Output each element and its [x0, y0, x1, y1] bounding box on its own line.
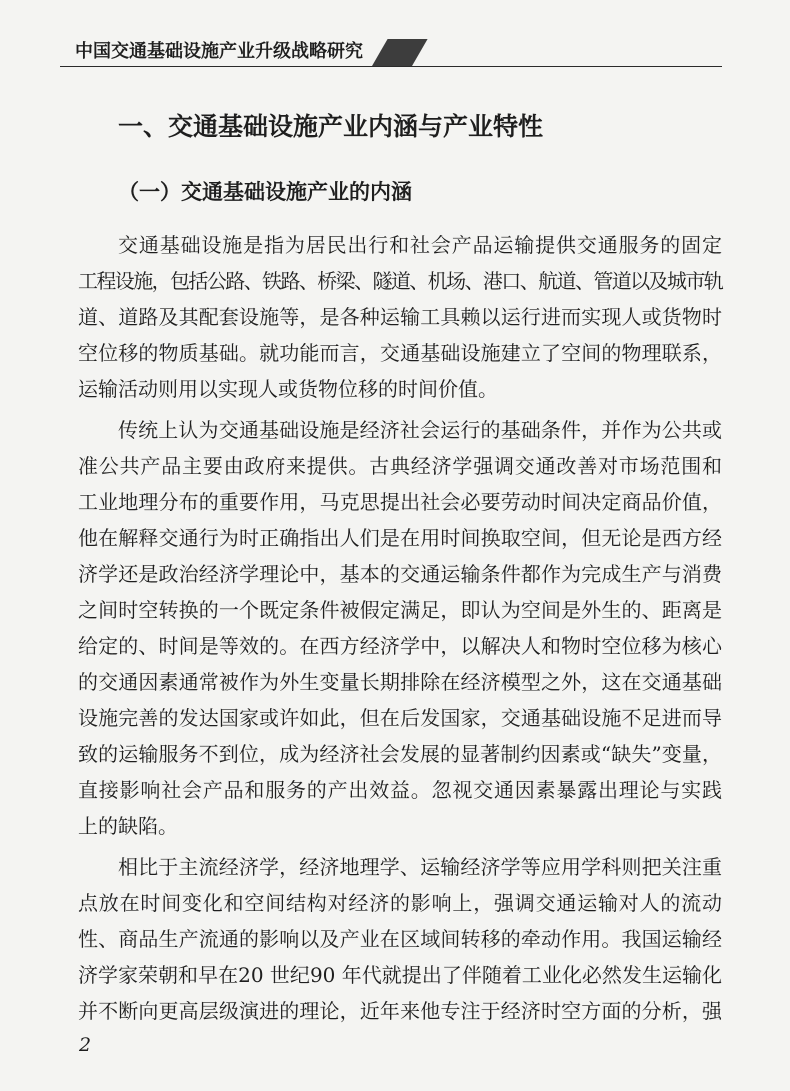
- running-header-title: 中国交通基础设施产业升级战略研究: [75, 41, 363, 62]
- paragraph-1: [78, 227, 722, 407]
- page-number: 2: [79, 1034, 92, 1056]
- text-line: 设施完善的发达国家或许如此，但在后发国家，交通基础设施不足进而导: [78, 706, 722, 730]
- text-line: 相比于主流经济学，经济地理学、运输经济学等应用学科则把关注重: [118, 855, 722, 879]
- text-line: 济学还是政治经济学理论中，基本的交通运输条件都作为完成生产与消费: [78, 562, 722, 586]
- text-line: 工业地理分布的重要作用，马克思提出社会必要劳动时间决定商品价值，: [78, 490, 722, 514]
- subsection-title: （一）交通基础设施产业的内涵: [118, 180, 412, 204]
- body-text: [78, 227, 722, 1029]
- text-line: 空位移的物质基础。就功能而言，交通基础设施建立了空间的物理联系，: [78, 341, 722, 365]
- text-line: 给定的、时间是等效的。在西方经济学中，以解决人和物时空位移为核心: [78, 634, 722, 658]
- section-title: 一、交通基础设施产业内涵与产业特性: [118, 112, 544, 141]
- text-line: 交通基础设施是指为居民出行和社会产品运输提供交通服务的固定: [118, 233, 722, 257]
- text-line: 致的运输服务不到位，成为经济社会发展的显著制约因素或“缺失”变量，: [78, 742, 722, 766]
- header-decoration: [372, 39, 428, 66]
- text-line: 道、道路及其配套设施等，是各种运输工具赖以运行进而实现人或货物时: [78, 305, 722, 329]
- text-line: 准公共产品主要由政府来提供。古典经济学强调交通改善对市场范围和: [78, 454, 722, 478]
- text-line: 性、商品生产流通的影响以及产业在区域间转移的牵动作用。我国运输经: [78, 927, 722, 951]
- paragraph-2: [78, 412, 722, 844]
- text-line: 济学家荣朝和早在20 世纪90 年代就提出了伴随着工业化必然发生运输化: [78, 963, 722, 987]
- paragraph-3: [78, 849, 722, 1029]
- text-line: 直接影响社会产品和服务的产出效益。忽视交通因素暴露出理论与实践: [78, 778, 722, 802]
- text-line: 运输活动则用以实现人或货物位移的时间价值。: [78, 377, 498, 401]
- text-line: 的交通因素通常被作为外生变量长期排除在经济模型之外，这在交通基础: [78, 670, 722, 694]
- text-line: 传统上认为交通基础设施是经济社会运行的基础条件，并作为公共或: [118, 418, 722, 442]
- running-header: [60, 36, 722, 67]
- text-line: 点放在时间变化和空间结构对经济的影响上，强调交通运输对人的流动: [78, 891, 722, 915]
- text-line: 并不断向更高层级演进的理论，近年来他专注于经济时空方面的分析，强: [78, 999, 722, 1023]
- text-line: 上的缺陷。: [78, 814, 178, 838]
- text-line: 他在解释交通行为时正确指出人们是在用时间换取空间，但无论是西方经: [78, 526, 722, 550]
- text-line: 之间时空转换的一个既定条件被假定满足，即认为空间是外生的、距离是: [78, 598, 722, 622]
- text-line: 工程设施，包括公路、铁路、桥梁、隧道、机场、港口、航道、管道以及城市轨: [78, 269, 722, 293]
